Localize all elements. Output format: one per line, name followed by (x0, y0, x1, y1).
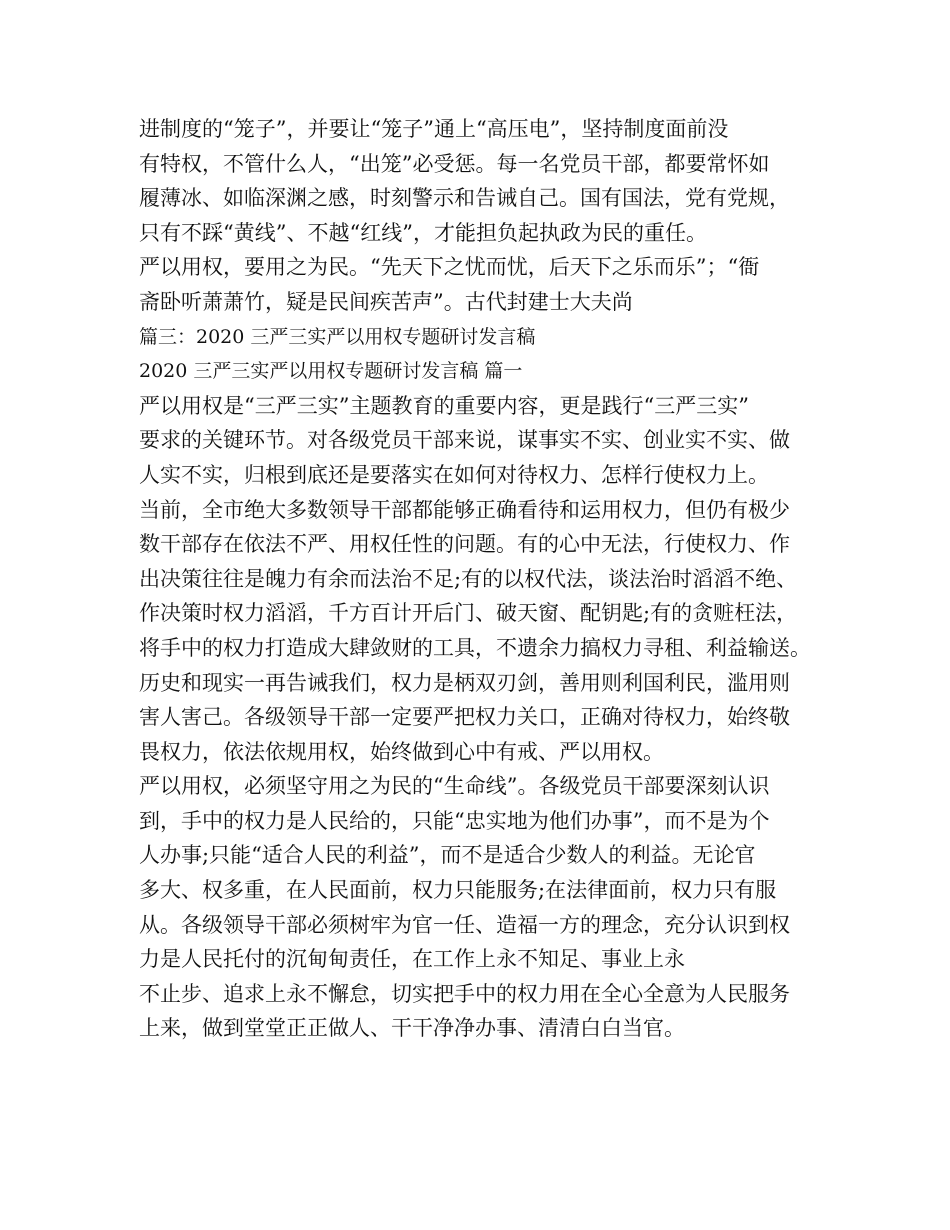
text-line: 严以用权是“三严三实”主题教育的重要内容，更是践行“三严三实” (139, 393, 749, 418)
text-line: 履薄冰、如临深渊之感，时刻警示和告诫自己。国有国法，党有党规， (139, 186, 790, 211)
text-line: 害人害己。各级领导干部一定要严把权力关口，正确对待权力，始终敬 (139, 705, 790, 730)
text-line: 严以用权，要用之为民。“先天下之忧而忧，后天下之乐而乐”；“衙 (139, 255, 760, 280)
text-line: 人办事;只能“适合人民的利益”，而不是适合少数人的利益。无论官 (139, 843, 756, 868)
text-line: 不止步、追求上永不懈怠，切实把手中的权力用在全心全意为人民服务 (139, 981, 790, 1006)
section-subheading: 2020 三严三实严以用权专题研讨发言稿 篇一 (139, 360, 523, 383)
text-line: 出决策往往是魄力有余而法治不足;有的以权代法，谈法治时滔滔不绝、 (139, 566, 798, 591)
text-line: 从。各级领导干部必须树牢为官一任、造福一方的理念，充分认识到权 (139, 912, 790, 937)
text-line: 斋卧听萧萧竹，疑是民间疾苦声”。古代封建士大夫尚 (139, 289, 633, 314)
text-line: 有特权，不管什么人，“出笼”必受惩。每一名党员干部，都要常怀如 (139, 151, 770, 176)
section-heading: 篇三：2020 三严三实严以用权专题研讨发言稿 (139, 325, 536, 348)
text-line: 上来，做到堂堂正正做人、干干净净办事、清清白白当官。 (139, 1016, 685, 1041)
text-line: 当前，全市绝大多数领导干部都能够正确看待和运用权力，但仍有极少 (139, 497, 790, 522)
text-line: 将手中的权力打造成大肆敛财的工具，不遗余力搞权力寻租、利益输送。 (139, 635, 811, 660)
text-line: 要求的关键环节。对各级党员干部来说，谋事实不实、创业实不实、做 (139, 428, 790, 453)
text-line: 进制度的“笼子”，并要让“笼子”通上“高压电”，坚持制度面前没 (139, 117, 729, 141)
text-line: 人实不实，归根到底还是要落实在如何对待权力、怎样行使权力上。 (139, 462, 769, 487)
text-line: 数干部存在依法不严、用权任性的问题。有的心中无法，行使权力、作 (139, 532, 790, 557)
text-line: 作决策时权力滔滔，千方百计开后门、破天窗、配钥匙;有的贪赃枉法， (139, 601, 798, 626)
document-body (139, 112, 839, 1046)
text-line: 力是人民托付的沉甸甸责任，在工作上永不知足、事业上永 (139, 947, 685, 972)
text-line: 到，手中的权力是人民给的，只能“忠实地为他们办事”，而不是为个 (139, 808, 770, 833)
text-line: 多大、权多重，在人民面前，权力只能服务;在法律面前，权力只有服 (139, 878, 777, 903)
text-line: 历史和现实一再告诫我们，权力是柄双刃剑，善用则利国利民，滥用则 (139, 670, 790, 695)
text-line: 只有不踩“黄线”、不越“红线”，才能担负起执政为民的重任。 (139, 220, 707, 245)
text-line: 严以用权，必须坚守用之为民的“生命线”。各级党员干部要深刻认识 (139, 774, 770, 799)
text-line: 畏权力，依法依规用权，始终做到心中有戒、严以用权。 (139, 739, 664, 764)
